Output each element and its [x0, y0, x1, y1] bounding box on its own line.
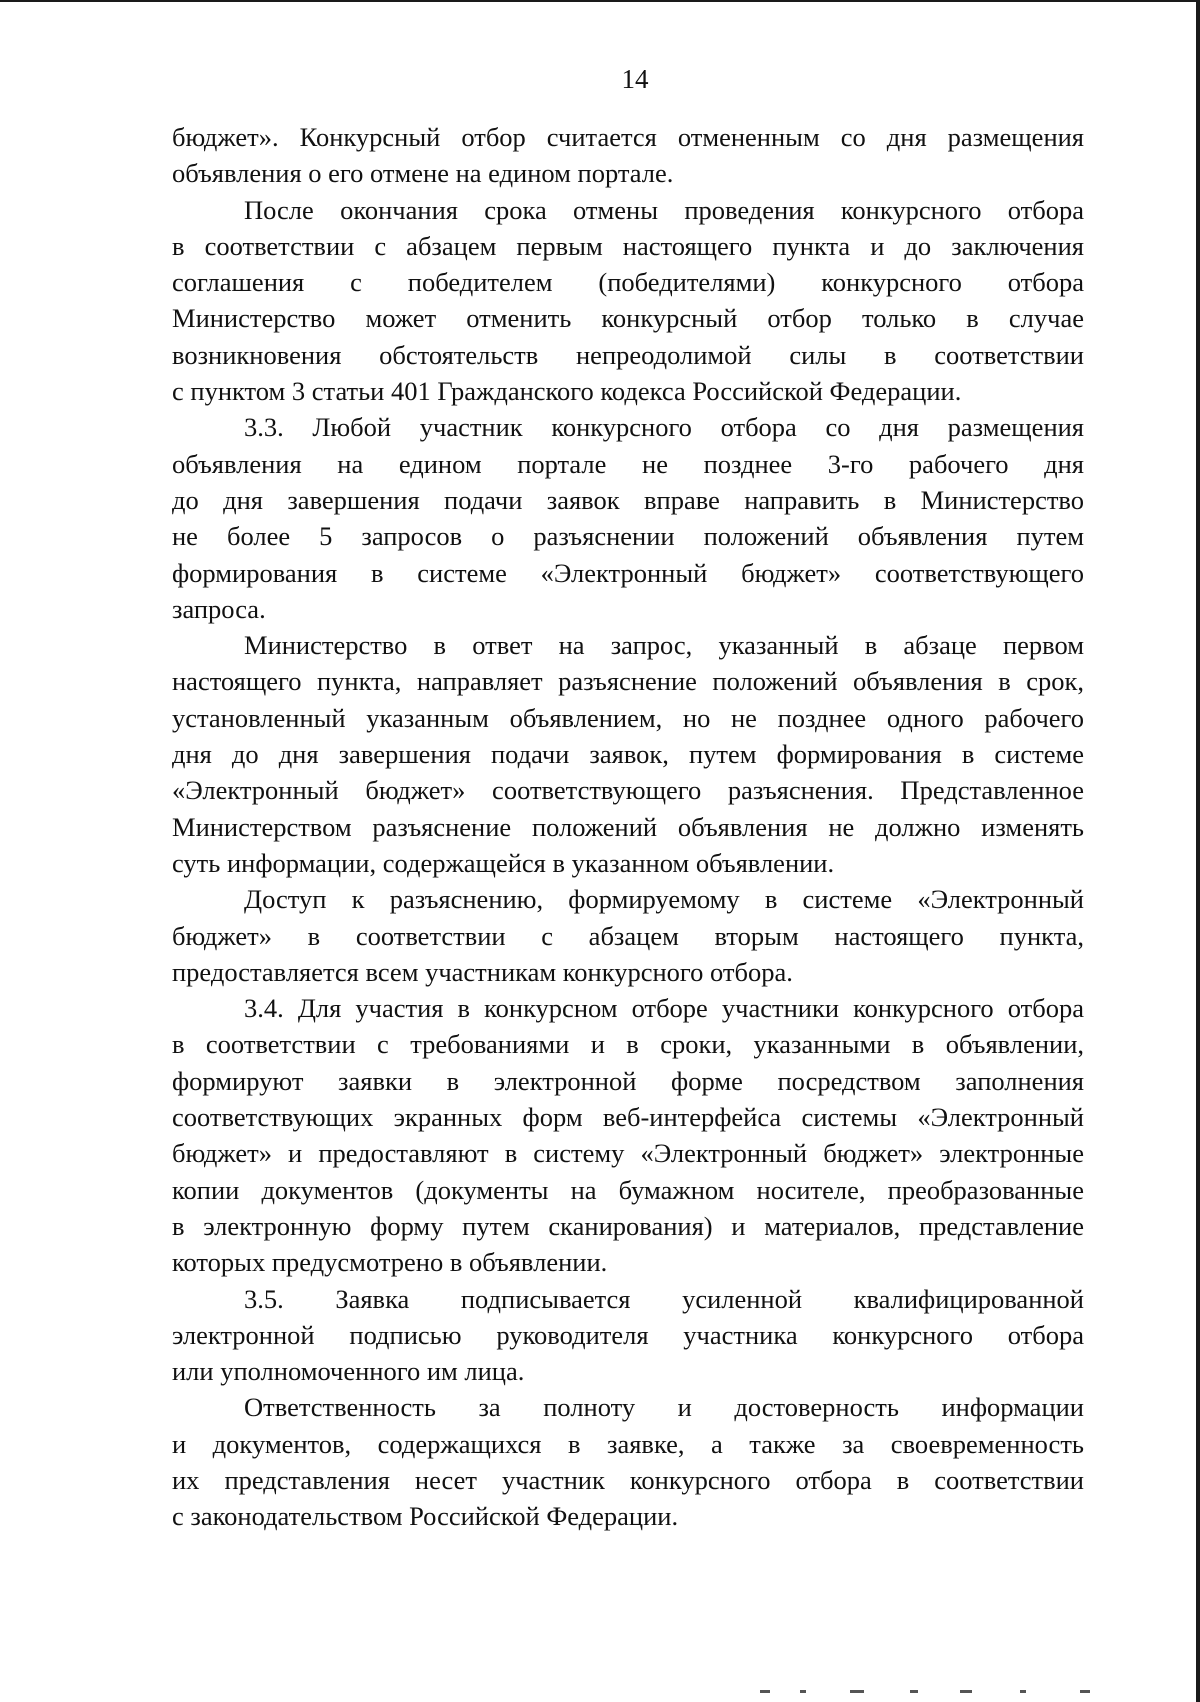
text-line: в соответствии с требованиями и в сроки, указанными в объявлении,	[172, 1029, 1084, 1060]
paragraph-5	[172, 881, 1084, 990]
paragraph-1	[172, 119, 1084, 192]
text-line: копии документов (документы на бумажном носителе, преобразованные	[172, 1174, 1084, 1205]
paragraph-3	[172, 409, 1084, 627]
text-line: Министерство в ответ на запрос, указанный в абзаце первом	[244, 630, 1084, 661]
text-line: 3.4. Для участия в конкурсном отборе участники конкурсного отбора	[244, 993, 1084, 1024]
text-line: формируют заявки в электронной форме посредством заполнения	[172, 1065, 1084, 1096]
text-line: которых предусмотрено в объявлении.	[172, 1247, 608, 1278]
text-line: формирования в системе «Электронный бюджет» соответствующего	[172, 557, 1084, 588]
text-line: Доступ к разъяснению, формируемому в системе «Электронный	[244, 884, 1084, 915]
text-line: дня до дня завершения подачи заявок, путем формирования в системе	[172, 739, 1084, 770]
text-line: электронной подписью руководителя участника конкурсного отбора	[172, 1319, 1084, 1350]
text-line: их представления несет участник конкурсного отбора в соответствии	[172, 1464, 1084, 1495]
text-line: суть информации, содержащейся в указанном объявлении.	[172, 847, 835, 878]
text-line: 3.3. Любой участник конкурсного отбора со дня размещения	[244, 412, 1084, 443]
text-line: объявления о его отмене на едином портале.	[172, 158, 674, 189]
document-body	[172, 119, 1084, 1535]
text-line: возникновения обстоятельств непреодолимой силы в соответствии	[172, 339, 1084, 370]
text-line: предоставляется всем участникам конкурсного отбора.	[172, 956, 793, 987]
paragraph-6	[172, 990, 1084, 1280]
scan-border-top	[0, 0, 1200, 2]
text-line: бюджет». Конкурсный отбор считается отмененным со дня размещения	[172, 122, 1084, 152]
paragraph-2	[172, 192, 1084, 410]
text-line: в электронную форму путем сканирования) и материалов, представление	[172, 1210, 1084, 1241]
text-line: или уполномоченного им лица.	[172, 1356, 525, 1387]
paragraph-8	[172, 1389, 1084, 1534]
text-line: 3.5. Заявка подписывается усиленной квалифицированной	[244, 1283, 1084, 1314]
text-line: После окончания срока отмены проведения конкурсного отбора	[244, 194, 1084, 225]
text-line: объявления на едином портале не позднее 3-го рабочего дня	[172, 448, 1084, 479]
text-line: настоящего пункта, направляет разъяснение положений объявления в срок,	[172, 666, 1084, 697]
text-line: бюджет» в соответствии с абзацем вторым настоящего пункта,	[172, 920, 1084, 951]
text-line: «Электронный бюджет» соответствующего разъяснения. Представленное	[172, 775, 1084, 806]
text-line: Министерством разъяснение положений объявления не должно изменять	[172, 811, 1084, 842]
text-line: соглашения с победителем (победителями) конкурсного отбора	[172, 267, 1084, 298]
text-line: Министерство может отменить конкурсный отбор только в случае	[172, 303, 1084, 334]
text-line: установленный указанным объявлением, но не позднее одного рабочего	[172, 702, 1084, 733]
text-line: с пунктом 3 статьи 401 Гражданского кодекса Российской Федерации.	[172, 376, 962, 407]
scan-border-right	[1196, 0, 1200, 1702]
text-line: в соответствии с абзацем первым настоящего пункта и до заключения	[172, 230, 1084, 261]
text-line: бюджет» и предоставляют в систему «Электронный бюджет» электронные	[172, 1138, 1084, 1169]
text-line: не более 5 запросов о разъяснении положений объявления путем	[172, 521, 1084, 552]
paragraph-7	[172, 1281, 1084, 1390]
page-number: 14	[621, 64, 649, 94]
text-line: с законодательством Российской Федерации.	[172, 1501, 679, 1532]
text-line: и документов, содержащихся в заявке, а также за своевременность	[172, 1428, 1084, 1459]
text-line: Ответственность за полноту и достоверность информации	[244, 1392, 1084, 1423]
text-line: соответствующих экранных форм веб-интерфейса системы «Электронный	[172, 1102, 1084, 1133]
text-line: запроса.	[172, 593, 266, 624]
paragraph-4	[172, 627, 1084, 881]
scan-artifacts	[760, 1690, 1120, 1696]
text-line: до дня завершения подачи заявок вправе направить в Министерство	[172, 484, 1084, 515]
